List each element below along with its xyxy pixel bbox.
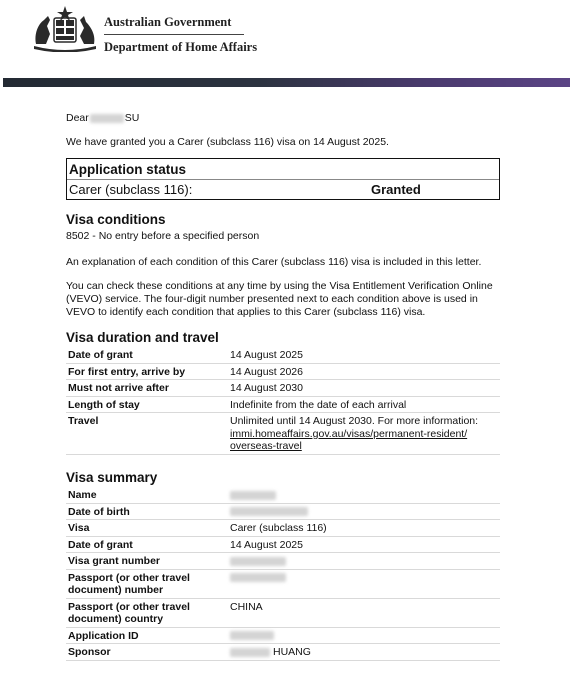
table-row xyxy=(66,536,500,553)
duration-label: Must not arrive after xyxy=(66,380,228,397)
redacted-value xyxy=(230,507,308,516)
duration-label: Length of stay xyxy=(66,396,228,413)
duration-value: 14 August 2030 xyxy=(228,380,500,397)
summary-label: Sponsor xyxy=(66,644,228,661)
table-row xyxy=(66,503,500,520)
greeting xyxy=(66,112,139,124)
table-row xyxy=(66,347,500,363)
travel-label: Travel xyxy=(66,413,228,455)
table-row xyxy=(66,380,500,397)
table-row xyxy=(66,569,500,598)
travel-value xyxy=(228,413,500,455)
summary-label: Passport (or other travel document) country xyxy=(66,598,228,627)
visa-duration-table xyxy=(66,347,500,455)
grant-intro: We have granted you a Carer (subclass 116) visa on 14 August 2025. xyxy=(66,136,389,148)
visa-summary-table xyxy=(66,487,500,661)
agency-line-1: Australian Government xyxy=(104,15,244,35)
summary-label: Date of birth xyxy=(66,503,228,520)
status-value: Granted xyxy=(371,182,421,197)
status-divider xyxy=(67,179,499,180)
summary-label: Application ID xyxy=(66,627,228,644)
summary-label: Passport (or other travel document) number xyxy=(66,569,228,598)
link-part-2: overseas-travel xyxy=(230,440,302,452)
table-row xyxy=(66,363,500,380)
greeting-prefix: Dear xyxy=(66,112,89,124)
summary-value: CHINA xyxy=(228,598,500,627)
visa-summary-heading: Visa summary xyxy=(66,470,158,485)
summary-value xyxy=(228,503,500,520)
duration-value: 14 August 2025 xyxy=(228,347,500,363)
summary-label: Date of grant xyxy=(66,536,228,553)
duration-label: Date of grant xyxy=(66,347,228,363)
table-row xyxy=(66,396,500,413)
conditions-explanation: An explanation of each condition of this Carer (subclass 116) visa is included in this letter. xyxy=(66,256,482,268)
table-row xyxy=(66,644,500,661)
table-row xyxy=(66,487,500,503)
summary-label: Name xyxy=(66,487,228,503)
summary-value xyxy=(228,627,500,644)
status-visa-label: Carer (subclass 116): xyxy=(69,182,193,197)
redacted-value xyxy=(230,573,286,582)
summary-value xyxy=(228,569,500,598)
link-part-1: immi.homeaffairs.gov.au/visas/permanent-resident/ xyxy=(230,427,468,440)
agency-line-2: Department of Home Affairs xyxy=(104,40,258,54)
summary-value xyxy=(228,553,500,570)
vevo-paragraph: You can check these conditions at any time by using the Visa Entitlement Verification Online (VEVO) service. The four-digit number presented next to each condition above is used in VEVO to identify each condition that applies to this Carer (subclass 116) visa. xyxy=(66,280,493,318)
redacted-name xyxy=(90,114,124,123)
condition-item: 8502 - No entry before a specified person xyxy=(66,230,260,242)
table-row xyxy=(66,627,500,644)
summary-value xyxy=(228,644,500,661)
duration-value: Indefinite from the date of each arrival xyxy=(228,396,500,413)
duration-label: For first entry, arrive by xyxy=(66,363,228,380)
header-color-bar xyxy=(3,78,570,87)
agency-name xyxy=(104,15,257,55)
visa-conditions-heading: Visa conditions xyxy=(66,212,166,227)
overseas-travel-link[interactable] xyxy=(230,428,467,453)
redacted-value xyxy=(230,648,270,657)
summary-value: Carer (subclass 116) xyxy=(228,520,500,537)
table-row xyxy=(66,553,500,570)
summary-value: 14 August 2025 xyxy=(228,536,500,553)
duration-value: 14 August 2026 xyxy=(228,363,500,380)
application-status-box xyxy=(66,158,500,200)
sponsor-name: HUANG xyxy=(273,646,311,658)
summary-label: Visa xyxy=(66,520,228,537)
visa-duration-heading: Visa duration and travel xyxy=(66,330,219,345)
coat-of-arms-icon xyxy=(30,4,100,52)
travel-text: Unlimited until 14 August 2030. For more information: xyxy=(230,415,479,427)
table-row xyxy=(66,413,500,455)
redacted-value xyxy=(230,491,276,500)
table-row xyxy=(66,520,500,537)
table-row xyxy=(66,598,500,627)
status-title: Application status xyxy=(69,162,187,177)
redacted-value xyxy=(230,631,274,640)
greeting-name: SU xyxy=(124,112,140,124)
redacted-value xyxy=(230,557,286,566)
summary-label: Visa grant number xyxy=(66,553,228,570)
summary-value xyxy=(228,487,500,503)
